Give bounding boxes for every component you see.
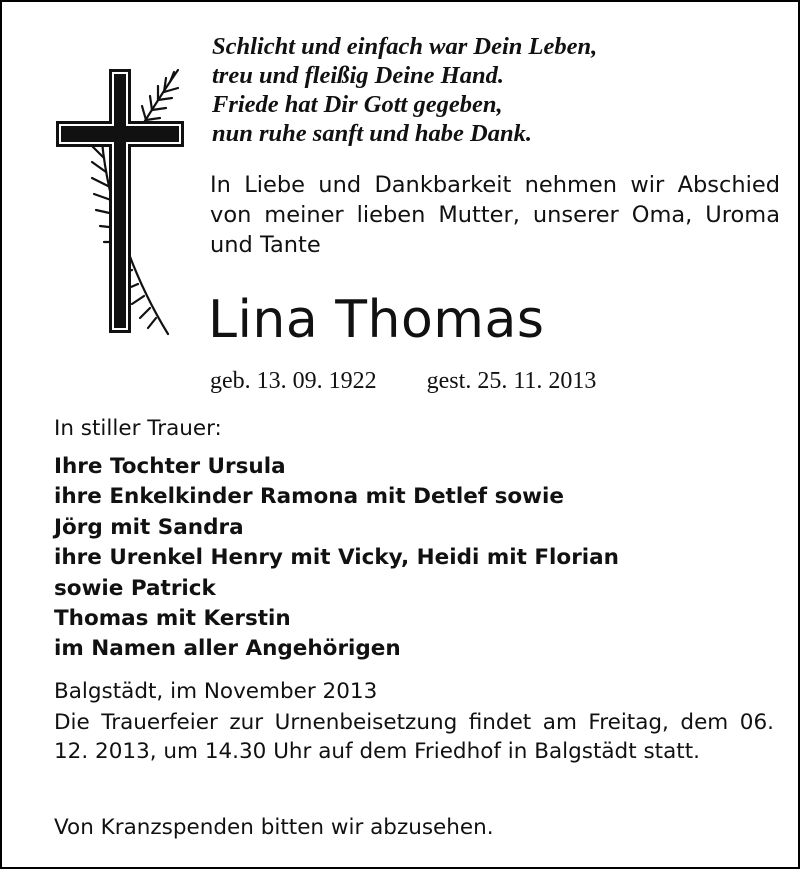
place-and-date: Balgstädt, im November 2013 — [54, 679, 378, 704]
mourner-line: im Namen aller Angehörigen — [54, 636, 401, 662]
poem — [212, 32, 597, 148]
birth-date: geb. 13. 09. 1922 — [210, 368, 377, 394]
mourning-label: In stiller Trauer: — [54, 416, 222, 441]
cross-with-palm-branch-icon — [50, 62, 190, 342]
funeral-details: Die Trauerfeier zur Urnenbeisetzung findet am Freitag, dem 06. 12. 2013, um 14.30 Uhr auf dem Friedhof in Balgstädt statt. — [54, 710, 774, 764]
mourner-line: ihre Enkelkinder Ramona mit Detlef sowie — [54, 484, 564, 510]
life-dates — [210, 364, 596, 398]
mourner-line: sowie Patrick — [54, 575, 216, 601]
mourner-line: Jörg mit Sandra — [54, 514, 244, 540]
no-wreaths-note: Von Kranzspenden bitten wir abzusehen. — [54, 815, 494, 840]
poem-line: treu und fleißig Deine Hand. — [212, 62, 504, 89]
mourner-line: Thomas mit Kerstin — [54, 606, 291, 632]
mourner-line: Ihre Tochter Ursula — [54, 454, 286, 479]
poem-line: nun ruhe sanft und habe Dank. — [212, 120, 532, 147]
mourner-line: ihre Urenkel Henry mit Vicky, Heidi mit Florian — [54, 545, 619, 571]
death-date: gest. 25. 11. 2013 — [426, 368, 597, 394]
deceased-name: Lina Thomas — [208, 290, 545, 350]
mourners-list — [54, 452, 619, 665]
farewell-intro: In Liebe und Dankbarkeit nehmen wir Abschied von meiner lieben Mutter, unserer Oma, Uroma und Tante — [210, 172, 780, 258]
poem-line: Friede hat Dir Gott gegeben, — [212, 91, 503, 118]
poem-line: Schlicht und einfach war Dein Leben, — [212, 33, 598, 60]
